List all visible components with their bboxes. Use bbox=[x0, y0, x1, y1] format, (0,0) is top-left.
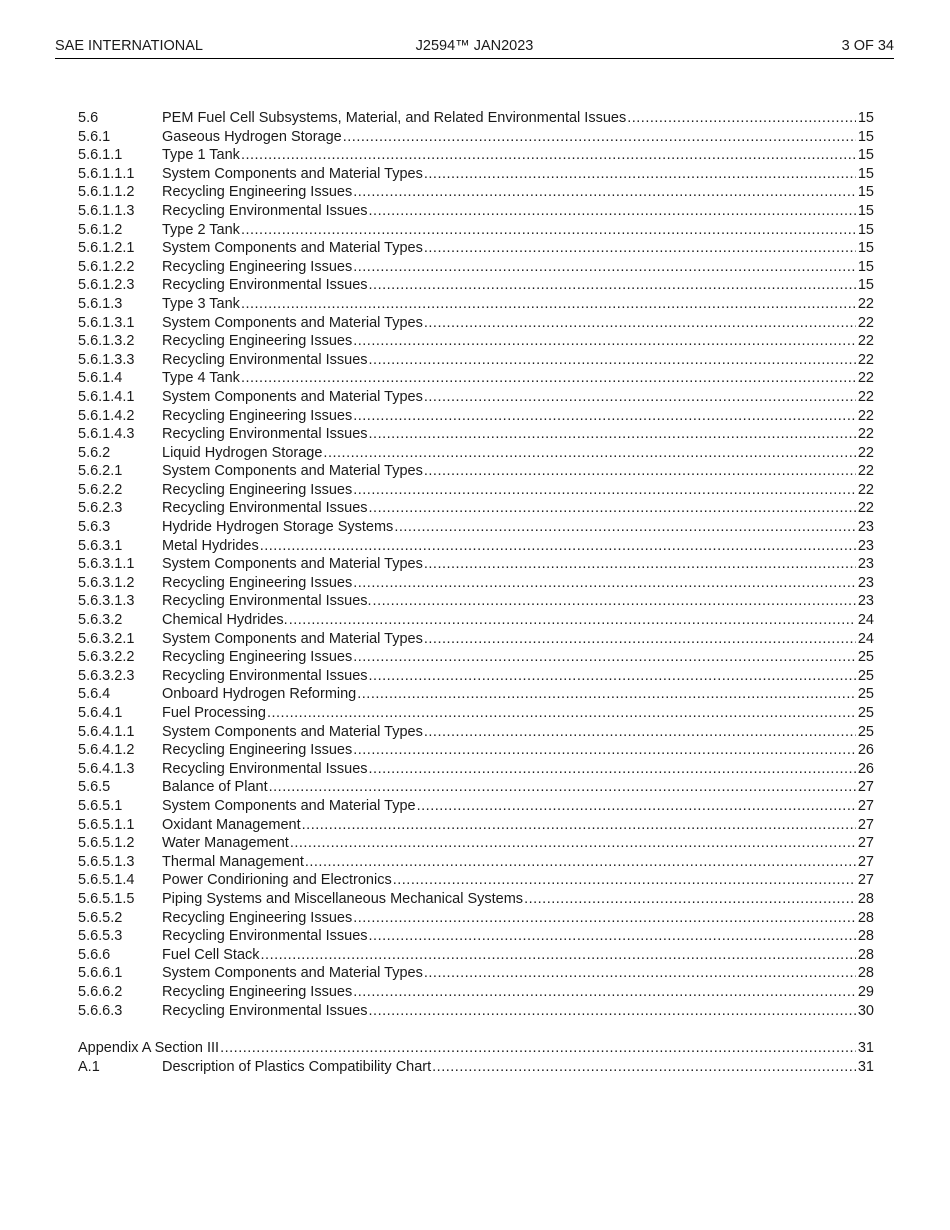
toc-dot-leader bbox=[353, 481, 856, 500]
toc-section-number: 5.6.1.3.2 bbox=[78, 333, 135, 350]
toc-section-title: System Components and Material Types bbox=[162, 965, 423, 982]
toc-row bbox=[78, 481, 874, 500]
toc-section-number: 5.6.1 bbox=[78, 128, 111, 145]
toc-section-number: 5.6.1.3.1 bbox=[78, 314, 135, 331]
toc-section-title: Recycling Environmental Issues bbox=[162, 1002, 368, 1019]
toc-page-number: 31 bbox=[857, 1058, 874, 1075]
toc-dot-leader bbox=[424, 723, 856, 742]
toc-row bbox=[78, 853, 874, 872]
toc-row bbox=[78, 555, 874, 574]
toc-dot-leader bbox=[357, 685, 856, 704]
toc-row bbox=[78, 1039, 874, 1058]
toc-page-number: 22 bbox=[857, 333, 874, 350]
toc-row bbox=[78, 778, 874, 797]
toc-dot-leader bbox=[369, 927, 856, 946]
toc-dot-leader bbox=[424, 555, 856, 574]
toc-section-title: System Components and Material Types bbox=[162, 165, 423, 182]
toc-section-number: 5.6.5.1.5 bbox=[78, 890, 135, 907]
toc-dot-leader bbox=[241, 369, 856, 388]
toc-page-number: 28 bbox=[857, 965, 874, 982]
toc-dot-leader bbox=[353, 183, 856, 202]
toc-section-title: System Components and Material Types bbox=[162, 630, 423, 647]
toc-dot-leader bbox=[323, 444, 855, 463]
toc-page-number: 23 bbox=[857, 593, 874, 610]
publisher-name: SAE INTERNATIONAL bbox=[55, 38, 203, 54]
toc-section-number: 5.6.3.2.2 bbox=[78, 649, 135, 666]
toc-section-number: A.1 bbox=[78, 1058, 100, 1075]
toc-dot-leader bbox=[524, 890, 856, 909]
toc-section-title: Recycling Environmental Issues. bbox=[162, 593, 372, 610]
toc-dot-leader bbox=[353, 983, 856, 1002]
toc-section-number: 5.6.6.1 bbox=[78, 965, 123, 982]
toc-section-number: 5.6.3.2.1 bbox=[78, 630, 135, 647]
toc-section-title: Chemical Hydrides. bbox=[162, 612, 288, 629]
toc-section-number: 5.6.1.3 bbox=[78, 295, 123, 312]
toc-section-number: 5.6 bbox=[78, 110, 99, 126]
toc-section-number: 5.6.1.4.2 bbox=[78, 407, 135, 424]
toc-section-title: Recycling Environmental Issues bbox=[162, 351, 368, 368]
toc-row bbox=[78, 630, 874, 649]
toc-section-title: System Components and Material Types bbox=[162, 463, 423, 480]
toc-page-number: 15 bbox=[857, 110, 874, 126]
toc-section-title: Recycling Engineering Issues bbox=[162, 983, 353, 1000]
toc-section-number: 5.6.3.1.1 bbox=[78, 556, 135, 573]
toc-section-title: Recycling Engineering Issues bbox=[162, 574, 353, 591]
toc-dot-leader bbox=[353, 574, 856, 593]
toc-section-number: 5.6.4.1 bbox=[78, 705, 123, 721]
toc-row bbox=[78, 518, 874, 537]
toc-page-number: 22 bbox=[857, 388, 874, 405]
toc-row bbox=[78, 964, 874, 983]
toc-section-number: 5.6.1.4.1 bbox=[78, 388, 135, 405]
page-number: 3 OF 34 bbox=[841, 38, 894, 54]
toc-page-number: 28 bbox=[857, 928, 874, 945]
toc-row bbox=[78, 146, 874, 165]
toc-dot-leader bbox=[432, 1058, 856, 1077]
toc-page-number: 26 bbox=[857, 742, 874, 759]
toc-section-title: PEM Fuel Cell Subsystems, Material, and Related Environmental Issues bbox=[162, 110, 627, 126]
toc-section-title: Recycling Environmental Issues bbox=[162, 202, 368, 219]
toc-dot-leader bbox=[302, 816, 856, 835]
toc-row bbox=[78, 983, 874, 1002]
toc-row bbox=[78, 202, 874, 221]
toc-section-title: Liquid Hydrogen Storage bbox=[162, 444, 323, 461]
toc-section-title: Thermal Management bbox=[162, 853, 304, 870]
toc-page-number: 25 bbox=[857, 686, 874, 703]
toc-page-number: 23 bbox=[857, 574, 874, 591]
toc-page-number: 15 bbox=[857, 202, 874, 219]
toc-row bbox=[78, 648, 874, 667]
toc-row bbox=[78, 369, 874, 388]
toc-row bbox=[78, 388, 874, 407]
toc-dot-leader bbox=[353, 258, 856, 277]
toc-row bbox=[78, 221, 874, 240]
toc-section-title: Recycling Engineering Issues bbox=[162, 258, 353, 275]
toc-page-number: 15 bbox=[857, 184, 874, 201]
toc-row bbox=[78, 462, 874, 481]
toc-page-number: 23 bbox=[857, 519, 874, 536]
toc-page-number: 28 bbox=[857, 890, 874, 907]
toc-row bbox=[78, 295, 874, 314]
toc-row bbox=[78, 165, 874, 184]
toc-dot-leader bbox=[220, 1039, 856, 1058]
toc-page-number: 22 bbox=[857, 314, 874, 331]
toc-section-number: 5.6.5.1.4 bbox=[78, 872, 135, 889]
toc-section-title: Recycling Environmental Issues bbox=[162, 667, 368, 684]
toc-section-number: 5.6.3.1 bbox=[78, 537, 123, 554]
toc-row bbox=[78, 834, 874, 853]
toc-row bbox=[78, 797, 874, 816]
toc-section-number: 5.6.4.1.3 bbox=[78, 760, 135, 777]
toc-row bbox=[78, 1002, 874, 1021]
toc-section-title: Fuel Cell Stack bbox=[162, 946, 260, 963]
toc-dot-leader bbox=[394, 518, 856, 537]
toc-row bbox=[78, 741, 874, 760]
toc-section-number: 5.6.1.2 bbox=[78, 221, 123, 238]
toc-section-number: 5.6.1.2.1 bbox=[78, 240, 135, 257]
toc-section-number: 5.6.3.1.2 bbox=[78, 574, 135, 591]
toc-page-number: 27 bbox=[857, 835, 874, 852]
toc-page-number: 25 bbox=[857, 667, 874, 684]
toc-section-title: System Components and Material Types bbox=[162, 314, 423, 331]
toc-row bbox=[78, 183, 874, 202]
toc-dot-leader bbox=[353, 909, 856, 928]
toc-section-number: 5.6.2.2 bbox=[78, 481, 123, 498]
toc-section-number: 5.6.2 bbox=[78, 444, 111, 461]
toc-section-title: Recycling Environmental Issues bbox=[162, 760, 368, 777]
toc-section-title: System Components and Material Type bbox=[162, 797, 416, 814]
toc-section-title: Recycling Engineering Issues bbox=[162, 407, 353, 424]
toc-dot-leader bbox=[267, 704, 856, 723]
toc-page-number: 22 bbox=[857, 351, 874, 368]
toc-section-title: Recycling Engineering Issues bbox=[162, 742, 353, 759]
toc-section-title: Recycling Engineering Issues bbox=[162, 649, 353, 666]
toc-row bbox=[78, 239, 874, 258]
toc-section-number: 5.6.2.1 bbox=[78, 463, 123, 480]
toc-page-number: 22 bbox=[857, 463, 874, 480]
toc-section-number: 5.6.5.3 bbox=[78, 928, 123, 945]
toc-dot-leader bbox=[369, 202, 856, 221]
toc-page-number: 22 bbox=[857, 444, 874, 461]
toc-section-title: Oxidant Management bbox=[162, 816, 301, 833]
toc-row bbox=[78, 890, 874, 909]
toc-section-title: Recycling Engineering Issues bbox=[162, 184, 353, 201]
toc-dot-leader bbox=[241, 221, 856, 240]
toc-page-number: 22 bbox=[857, 426, 874, 443]
toc-page-number: 22 bbox=[857, 370, 874, 387]
toc-page-number: 27 bbox=[857, 779, 874, 796]
toc-page-number: 15 bbox=[857, 277, 874, 294]
toc-section-number: 5.6.5.1.3 bbox=[78, 853, 135, 870]
toc-page-number: 15 bbox=[857, 147, 874, 164]
toc-dot-leader bbox=[353, 741, 856, 760]
toc-row bbox=[78, 760, 874, 779]
toc-section-number: 5.6.4.1.1 bbox=[78, 723, 135, 740]
toc-section-title: Recycling Engineering Issues bbox=[162, 481, 353, 498]
toc-page-number: 30 bbox=[857, 1002, 874, 1019]
toc-row bbox=[78, 667, 874, 686]
toc-row bbox=[78, 685, 874, 704]
toc-page-number: 29 bbox=[857, 983, 874, 1000]
document-id: J2594™ JAN2023 bbox=[415, 38, 534, 54]
toc-row bbox=[78, 128, 874, 147]
toc-row bbox=[78, 332, 874, 351]
toc-spacer bbox=[78, 1020, 874, 1039]
toc-section-number: 5.6.1.1 bbox=[78, 147, 123, 164]
toc-page-number: 27 bbox=[857, 797, 874, 814]
toc-page-number: 27 bbox=[857, 853, 874, 870]
toc-dot-leader bbox=[343, 128, 856, 147]
toc-section-title: Fuel Processing bbox=[162, 705, 266, 721]
toc-page-number: 28 bbox=[857, 946, 874, 963]
toc-section-title: System Components and Material Types bbox=[162, 388, 423, 405]
toc-row bbox=[78, 704, 874, 723]
toc-dot-leader bbox=[424, 388, 856, 407]
toc-page-number: 25 bbox=[857, 723, 874, 740]
toc-dot-leader bbox=[305, 853, 856, 872]
toc-row bbox=[78, 444, 874, 463]
toc-row bbox=[78, 407, 874, 426]
toc-page-number: 27 bbox=[857, 872, 874, 889]
toc-page-number: 28 bbox=[857, 909, 874, 926]
toc-section-title: Recycling Engineering Issues bbox=[162, 909, 353, 926]
toc-section-title: Description of Plastics Compatibility Chart bbox=[162, 1058, 432, 1075]
toc-page-number: 22 bbox=[857, 295, 874, 312]
toc-section-number: 5.6.5 bbox=[78, 779, 111, 796]
page-header bbox=[55, 38, 894, 59]
toc-dot-leader bbox=[369, 760, 856, 779]
toc-section-number: 5.6.3.1.3 bbox=[78, 593, 135, 610]
toc-row bbox=[78, 537, 874, 556]
toc-page-number: 22 bbox=[857, 500, 874, 517]
toc-section-number: 5.6.1.4 bbox=[78, 370, 123, 387]
toc-page-number: 25 bbox=[857, 649, 874, 666]
toc-page-number: 22 bbox=[857, 407, 874, 424]
table-of-contents bbox=[78, 109, 874, 1076]
toc-section-number: 5.6.1.4.3 bbox=[78, 426, 135, 443]
toc-page-number: 25 bbox=[857, 705, 874, 721]
toc-dot-leader bbox=[269, 778, 856, 797]
toc-row bbox=[78, 871, 874, 890]
toc-row bbox=[78, 499, 874, 518]
toc-row bbox=[78, 592, 874, 611]
toc-dot-leader bbox=[353, 407, 856, 426]
toc-dot-leader bbox=[393, 871, 856, 890]
toc-section-title: Recycling Environmental Issues bbox=[162, 277, 368, 294]
toc-section-number: 5.6.1.2.3 bbox=[78, 277, 135, 294]
toc-section-title: Piping Systems and Miscellaneous Mechanical Systems bbox=[162, 890, 524, 907]
toc-section-number: 5.6.6.2 bbox=[78, 983, 123, 1000]
toc-dot-leader bbox=[290, 834, 856, 853]
toc-dot-leader bbox=[424, 964, 856, 983]
toc-section-title: Recycling Environmental Issues bbox=[162, 928, 368, 945]
toc-row bbox=[78, 946, 874, 965]
toc-page-number: 31 bbox=[857, 1040, 874, 1057]
toc-row bbox=[78, 258, 874, 277]
toc-row bbox=[78, 314, 874, 333]
toc-section-title: System Components and Material Types bbox=[162, 556, 423, 573]
toc-dot-leader bbox=[424, 630, 856, 649]
toc-section-title: Water Management bbox=[162, 835, 289, 852]
toc-section-title: Gaseous Hydrogen Storage bbox=[162, 128, 342, 145]
toc-section-title: Type 2 Tank bbox=[162, 221, 240, 238]
toc-section-number: 5.6.3.2.3 bbox=[78, 667, 135, 684]
toc-section-title: Metal Hydrides bbox=[162, 537, 259, 554]
toc-section-title: Onboard Hydrogen Reforming bbox=[162, 686, 357, 703]
toc-page-number: 24 bbox=[857, 630, 874, 647]
toc-dot-leader bbox=[369, 667, 856, 686]
toc-row bbox=[78, 276, 874, 295]
toc-dot-leader bbox=[424, 239, 856, 258]
toc-section-title: Hydride Hydrogen Storage Systems bbox=[162, 519, 394, 536]
toc-row bbox=[78, 816, 874, 835]
toc-section-number: 5.6.1.2.2 bbox=[78, 258, 135, 275]
toc-page-number: 15 bbox=[857, 128, 874, 145]
toc-section-title: Power Condirioning and Electronics bbox=[162, 872, 392, 889]
toc-dot-leader bbox=[241, 146, 856, 165]
toc-dot-leader bbox=[261, 946, 856, 965]
toc-row bbox=[78, 425, 874, 444]
toc-section-number: 5.6.1.1.1 bbox=[78, 165, 135, 182]
toc-dot-leader bbox=[369, 1002, 856, 1021]
toc-section-number: 5.6.6 bbox=[78, 946, 111, 963]
toc-section-number: 5.6.5.1.2 bbox=[78, 835, 135, 852]
toc-page-number: 24 bbox=[857, 612, 874, 629]
toc-page-number: 27 bbox=[857, 816, 874, 833]
toc-page-number: 15 bbox=[857, 258, 874, 275]
toc-section-number: 5.6.3 bbox=[78, 519, 111, 536]
toc-section-title: Balance of Plant bbox=[162, 779, 268, 796]
toc-section-number: 5.6.4 bbox=[78, 686, 111, 703]
toc-section-title: Type 3 Tank bbox=[162, 295, 240, 312]
toc-dot-leader bbox=[289, 611, 856, 630]
toc-page-number: 23 bbox=[857, 556, 874, 573]
toc-section-title: Appendix A Section III bbox=[78, 1040, 220, 1057]
toc-row bbox=[78, 109, 874, 128]
toc-section-number: 5.6.5.2 bbox=[78, 909, 123, 926]
toc-row bbox=[78, 927, 874, 946]
toc-page-number: 23 bbox=[857, 537, 874, 554]
toc-dot-leader bbox=[424, 165, 856, 184]
toc-section-title: System Components and Material Types bbox=[162, 723, 423, 740]
toc-section-number: 5.6.1.3.3 bbox=[78, 351, 135, 368]
toc-section-number: 5.6.6.3 bbox=[78, 1002, 123, 1019]
toc-section-number: 5.6.2.3 bbox=[78, 500, 123, 517]
toc-page-number: 15 bbox=[857, 240, 874, 257]
toc-section-title: System Components and Material Types bbox=[162, 240, 423, 257]
toc-section-title: Recycling Environmental Issues bbox=[162, 426, 368, 443]
toc-row bbox=[78, 574, 874, 593]
toc-section-number: 5.6.3.2 bbox=[78, 612, 123, 629]
toc-section-number: 5.6.4.1.2 bbox=[78, 742, 135, 759]
toc-section-number: 5.6.5.1.1 bbox=[78, 816, 135, 833]
toc-row bbox=[78, 723, 874, 742]
toc-section-title: Recycling Environmental Issues bbox=[162, 500, 368, 517]
toc-dot-leader bbox=[627, 109, 856, 128]
toc-page-number: 15 bbox=[857, 221, 874, 238]
toc-dot-leader bbox=[424, 314, 856, 333]
toc-row bbox=[78, 909, 874, 928]
toc-section-title: Recycling Engineering Issues bbox=[162, 333, 353, 350]
toc-section-title: Type 4 Tank bbox=[162, 370, 240, 387]
toc-dot-leader bbox=[369, 499, 856, 518]
toc-dot-leader bbox=[424, 462, 856, 481]
toc-dot-leader bbox=[353, 332, 856, 351]
toc-row bbox=[78, 1058, 874, 1077]
toc-dot-leader bbox=[417, 797, 856, 816]
toc-page-number: 22 bbox=[857, 481, 874, 498]
toc-section-number: 5.6.1.1.2 bbox=[78, 184, 135, 201]
toc-dot-leader bbox=[353, 648, 856, 667]
toc-dot-leader bbox=[369, 351, 856, 370]
toc-row bbox=[78, 351, 874, 370]
toc-dot-leader bbox=[241, 295, 856, 314]
toc-row bbox=[78, 611, 874, 630]
toc-section-number: 5.6.1.1.3 bbox=[78, 202, 135, 219]
toc-dot-leader bbox=[373, 592, 856, 611]
toc-page-number: 26 bbox=[857, 760, 874, 777]
toc-dot-leader bbox=[369, 425, 856, 444]
toc-section-title: Type 1 Tank bbox=[162, 147, 240, 164]
toc-section-number: 5.6.5.1 bbox=[78, 797, 123, 814]
toc-dot-leader bbox=[369, 276, 856, 295]
toc-page-number: 15 bbox=[857, 165, 874, 182]
toc-dot-leader bbox=[260, 537, 856, 556]
